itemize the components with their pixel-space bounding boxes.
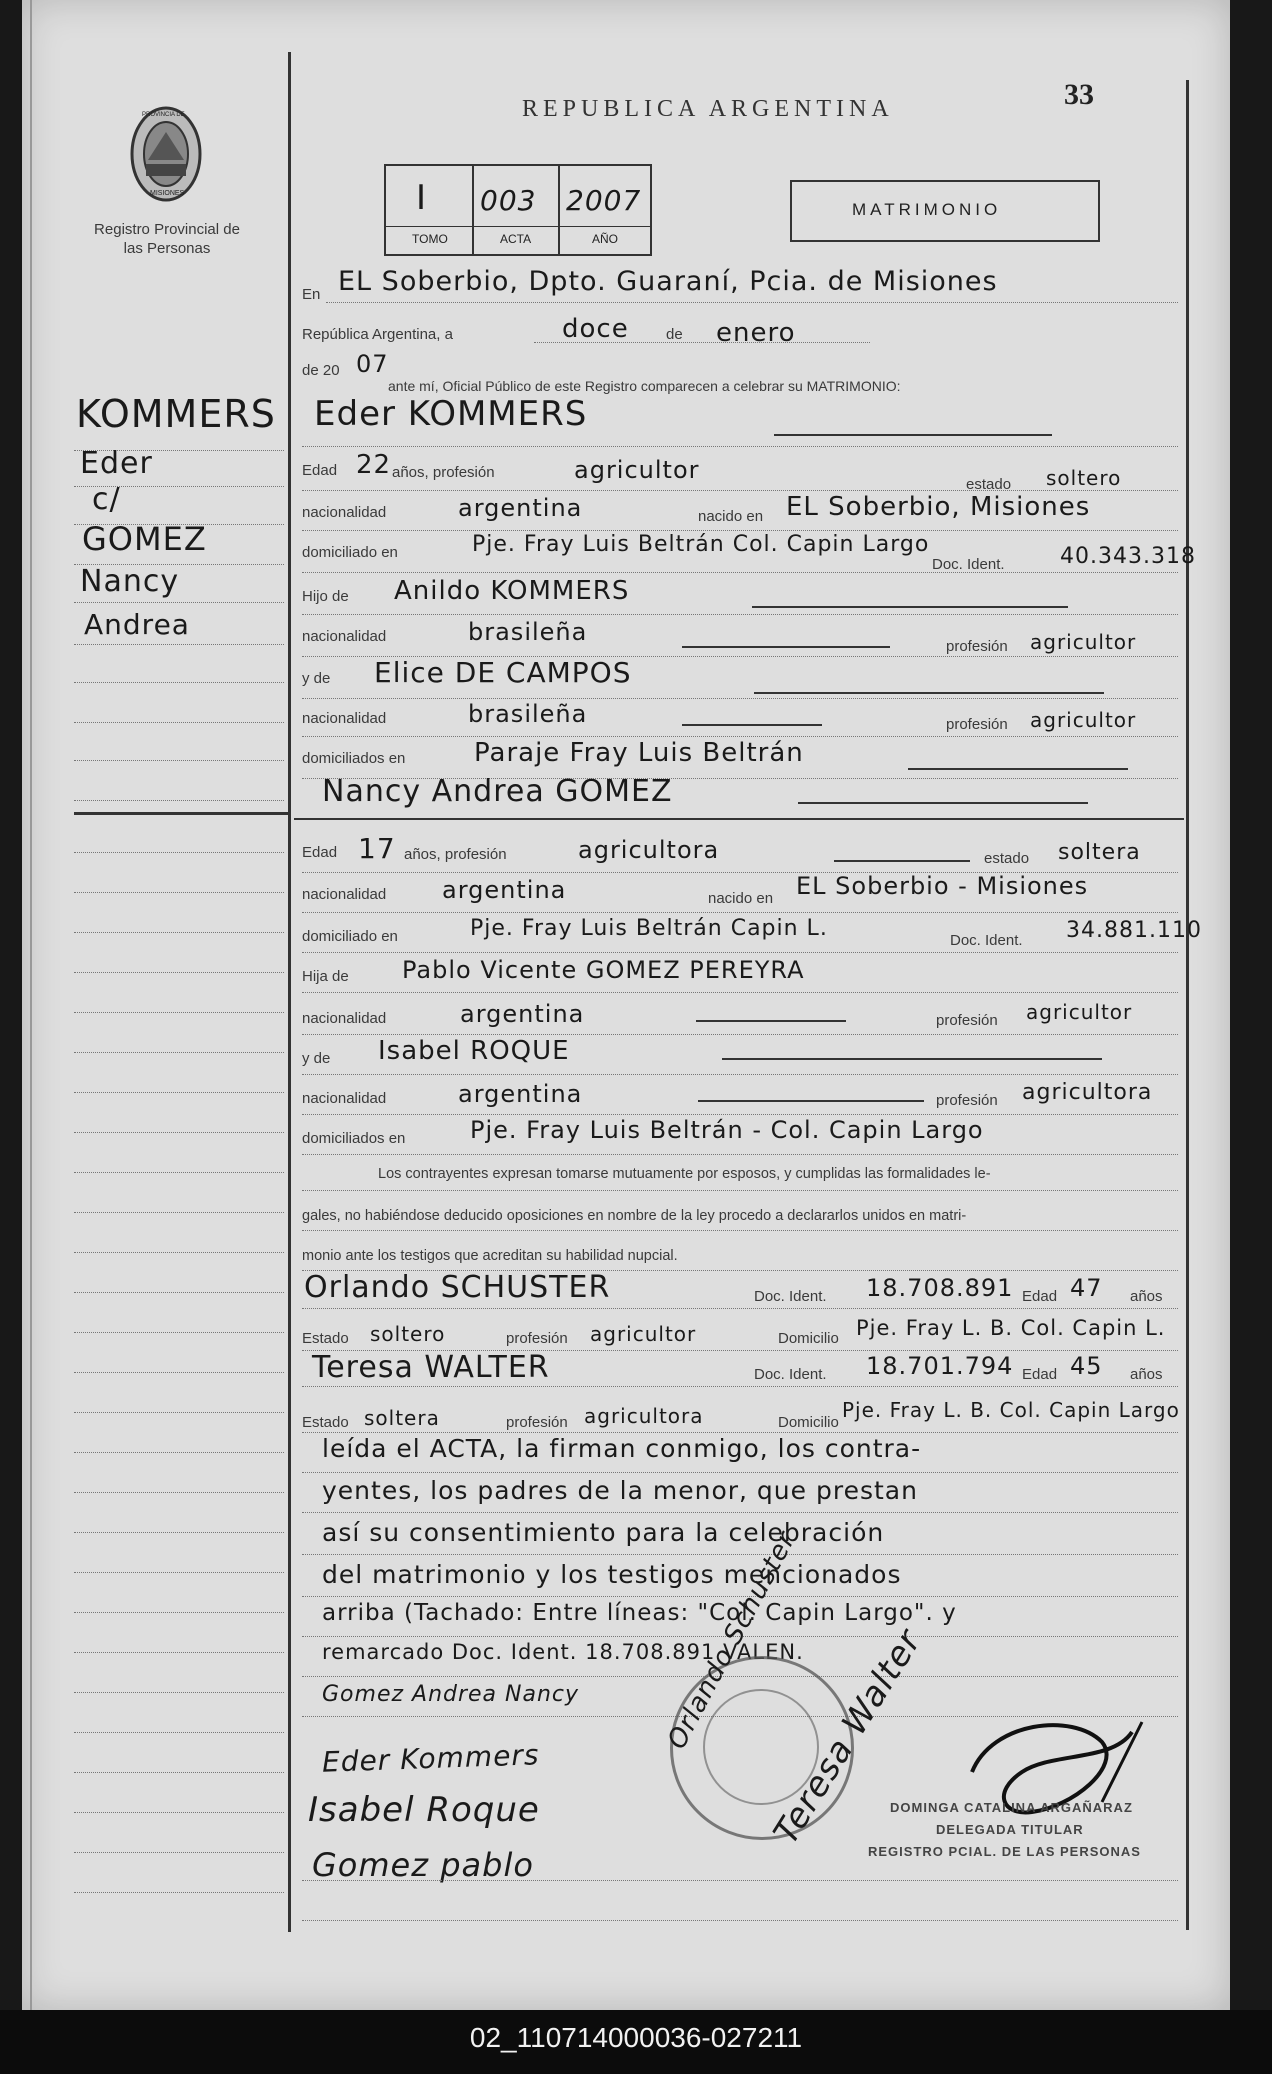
- bride-father: Pablo Vicente GOMEZ PEREYRA: [402, 956, 805, 984]
- year-suffix: 07: [356, 350, 389, 378]
- tomo-label: TOMO: [412, 232, 448, 246]
- bride-mother: Isabel ROQUE: [378, 1036, 570, 1066]
- statement-text: ante mí, Oficial Público de este Registro comparecen a celebrar su MATRIMONIO:: [388, 378, 901, 394]
- groom-name: Eder KOMMERS: [314, 394, 588, 434]
- groom-doc-label: Doc. Ident.: [932, 556, 1005, 573]
- witness1-doc-label: Doc. Ident.: [754, 1288, 827, 1305]
- country-title: REPUBLICA ARGENTINA: [522, 96, 894, 122]
- witness2-profession: agricultora: [584, 1404, 704, 1428]
- declaration-line1: Los contrayentes expresan tomarse mutuamente por esposos, y cumplidas las formalidades le-: [378, 1166, 991, 1182]
- bride-father-prof-label: profesión: [936, 1012, 998, 1029]
- witness1-estado-label: Estado: [302, 1330, 349, 1347]
- record-number-box: [384, 164, 652, 256]
- bride-edad-label: Edad: [302, 844, 338, 861]
- groom-edad-label: Edad: [302, 462, 338, 479]
- bride-father-prof: agricultor: [1026, 1000, 1133, 1024]
- groom-age: 22: [356, 450, 392, 480]
- bride-mother-nac-label: nacionalidad: [302, 1090, 387, 1107]
- emblem-bottom-text: MISIONES: [150, 190, 185, 197]
- bride-profession: agricultora: [578, 836, 720, 864]
- groom-father: Anildo KOMMERS: [394, 576, 630, 606]
- witness1-profession: agricultor: [590, 1322, 697, 1346]
- bride-yde-label: y de: [302, 1050, 331, 1067]
- witness1-dom-label: Domicilio: [778, 1330, 839, 1347]
- signature-groom: Eder Kommers: [321, 1738, 540, 1779]
- anio-value: 2007: [566, 184, 642, 217]
- bride-nac-label: nacionalidad: [302, 886, 387, 903]
- witness2-doc: 18.701.794: [866, 1352, 1014, 1380]
- bride-doc-label: Doc. Ident.: [950, 932, 1023, 949]
- bride-age: 17: [358, 832, 396, 865]
- groom-yde-label: y de: [302, 670, 331, 687]
- groom-estado-label: estado: [966, 476, 1012, 493]
- groom-mother: Elice DE CAMPOS: [374, 656, 632, 689]
- witness1-estado: soltero: [370, 1322, 446, 1346]
- bride-father-nat: argentina: [460, 1000, 585, 1028]
- bride-mother-nat: argentina: [458, 1080, 583, 1108]
- witness1-age: 47: [1070, 1274, 1103, 1302]
- stamp-line3: REGISTRO PCIAL. DE LAS PERSONAS: [868, 1844, 1141, 1859]
- groom-nac-label: nacionalidad: [302, 504, 387, 521]
- groom-birthplace: EL Soberbio, Misiones: [786, 492, 1091, 522]
- de-label: de: [666, 326, 683, 343]
- witness2-doc-label: Doc. Ident.: [754, 1366, 827, 1383]
- groom-nationality: argentina: [458, 494, 583, 522]
- declaration-line2: gales, no habiéndose deducido oposiciones en nombre de la ley procedo a declararlos unidos en matri-: [302, 1208, 967, 1224]
- groom-doms-label: domiciliados en: [302, 750, 406, 767]
- bride-hija-label: Hija de: [302, 968, 349, 985]
- signature-witness1: Orlando Schuster: [662, 1526, 802, 1755]
- witness1-edad-label: Edad: [1022, 1288, 1058, 1305]
- bride-birthplace: EL Soberbio - Misiones: [796, 872, 1089, 900]
- groom-estado: soltero: [1046, 466, 1122, 490]
- signature-father: Gomez pablo: [312, 1846, 534, 1884]
- groom-hijo-label: Hijo de: [302, 588, 349, 605]
- note-line2: yentes, los padres de la menor, que prestan: [322, 1476, 918, 1505]
- bride-mother-prof: agricultora: [1022, 1080, 1153, 1105]
- witness2-prof-label: profesión: [506, 1414, 568, 1431]
- declaration-line3: monio ante los testigos que acreditan su habilidad nupcial.: [302, 1248, 678, 1264]
- registry-name: [92, 220, 242, 258]
- file-id-footer: 02_110714000036-027211: [0, 2010, 1272, 2074]
- groom-mother-nac-label: nacionalidad: [302, 710, 387, 727]
- groom-mother-prof-label: profesión: [946, 716, 1008, 733]
- act-type-box: [790, 180, 1100, 242]
- left-margin-rule: [288, 52, 291, 1932]
- witness2-anos-label: años: [1130, 1366, 1163, 1383]
- note-line6: remarcado Doc. Ident. 18.708.891 VALEN.: [322, 1640, 804, 1664]
- note-line3: así su consentimiento para la celebración: [322, 1518, 885, 1547]
- witness1-name: Orlando SCHUSTER: [304, 1270, 611, 1305]
- witness2-age: 45: [1070, 1352, 1103, 1380]
- note-line7: Gomez Andrea Nancy: [322, 1682, 580, 1707]
- note-line5: arriba (Tachado: Entre líneas: "Col. Capin Largo". y: [322, 1600, 957, 1626]
- bride-estado: soltera: [1058, 840, 1141, 865]
- bride-estado-label: estado: [984, 850, 1030, 867]
- signature-mother: Isabel Roque: [308, 1790, 540, 1830]
- witness2-dom-label: Domicilio: [778, 1414, 839, 1431]
- groom-mother-prof: agricultor: [1030, 708, 1137, 732]
- witness2-estado-label: Estado: [302, 1414, 349, 1431]
- witness2-name: Teresa WALTER: [312, 1350, 550, 1385]
- republica-label: República Argentina, a: [302, 326, 453, 343]
- bride-domicile: Pje. Fray Luis Beltrán Capin L.: [470, 916, 828, 941]
- place-value: EL Soberbio, Dpto. Guaraní, Pcia. de Misiones: [338, 266, 998, 297]
- witness2-domicile: Pje. Fray L. B. Col. Capin Largo: [842, 1398, 1180, 1422]
- tomo-value: I: [416, 178, 428, 218]
- en-label: En: [302, 286, 321, 303]
- groom-domicile: Pje. Fray Luis Beltrán Col. Capin Largo: [472, 532, 930, 557]
- year-prefix: de 20: [302, 362, 340, 379]
- note-line4: del matrimonio y los testigos mencionados: [322, 1560, 902, 1589]
- anio-label: AÑO: [592, 232, 619, 246]
- groom-father-nac-label: nacionalidad: [302, 628, 387, 645]
- bride-prof-label: años, profesión: [404, 846, 507, 863]
- groom-father-nat: brasileña: [468, 618, 588, 646]
- witness2-estado: soltera: [364, 1406, 440, 1430]
- bride-doms-label: domiciliados en: [302, 1130, 406, 1147]
- act-type-label: MATRIMONIO: [852, 200, 1002, 219]
- note-line1: leída el ACTA, la firman conmigo, los contra-: [322, 1434, 922, 1463]
- page-number: 33: [1064, 78, 1094, 111]
- section-divider: [74, 812, 290, 815]
- signature-witness2: Teresa Walter: [766, 1622, 930, 1852]
- margin-surname-bride: GOMEZ: [82, 520, 207, 558]
- bride-name: Nancy Andrea GOMEZ: [322, 774, 673, 809]
- margin-name-groom: Eder: [80, 446, 153, 481]
- bride-parents-dom: Pje. Fray Luis Beltrán - Col. Capin Largo: [470, 1116, 984, 1144]
- stamp-line1: DOMINGA CATALINA ARGAÑARAZ: [890, 1800, 1133, 1815]
- witness1-doc: 18.708.891: [866, 1274, 1014, 1302]
- bride-dom-label: domiciliado en: [302, 928, 398, 945]
- bride-nationality: argentina: [442, 876, 567, 904]
- margin-name-bride-2: Andrea: [84, 608, 190, 641]
- groom-doc: 40.343.318: [1060, 544, 1196, 569]
- bride-father-nac-label: nacionalidad: [302, 1010, 387, 1027]
- registry-text: Registro Provincial de las Personas: [94, 221, 240, 257]
- groom-father-prof: agricultor: [1030, 630, 1137, 654]
- acta-label: ACTA: [500, 232, 532, 246]
- page-edge: [30, 0, 32, 2010]
- day-value: doce: [562, 314, 629, 344]
- groom-profession: agricultor: [574, 456, 700, 484]
- document-page: [22, 0, 1230, 2010]
- bride-mother-prof-label: profesión: [936, 1092, 998, 1109]
- province-emblem: [128, 102, 204, 206]
- stamp-line2: DELEGADA TITULAR: [936, 1822, 1084, 1837]
- groom-dom-label: domiciliado en: [302, 544, 398, 561]
- groom-parents-dom: Paraje Fray Luis Beltrán: [474, 738, 804, 768]
- margin-surname-groom: KOMMERS: [76, 392, 276, 436]
- emblem-top-text: PROVINCIA DE: [142, 112, 185, 118]
- acta-value: 003: [480, 184, 537, 217]
- margin-name-bride: Nancy: [80, 564, 180, 599]
- witness1-anos-label: años: [1130, 1288, 1163, 1305]
- margin-con: c/: [92, 482, 121, 517]
- bride-nacido-label: nacido en: [708, 890, 774, 907]
- right-margin-rule: [1186, 80, 1189, 1930]
- groom-father-prof-label: profesión: [946, 638, 1008, 655]
- groom-nacido-label: nacido en: [698, 508, 764, 525]
- bride-doc: 34.881.110: [1066, 918, 1202, 943]
- month-value: enero: [716, 318, 796, 348]
- witness2-edad-label: Edad: [1022, 1366, 1058, 1383]
- groom-mother-nat: brasileña: [468, 700, 588, 728]
- witness1-domicile: Pje. Fray L. B. Col. Capin L.: [856, 1316, 1166, 1340]
- groom-prof-label: años, profesión: [392, 464, 495, 481]
- witness1-prof-label: profesión: [506, 1330, 568, 1347]
